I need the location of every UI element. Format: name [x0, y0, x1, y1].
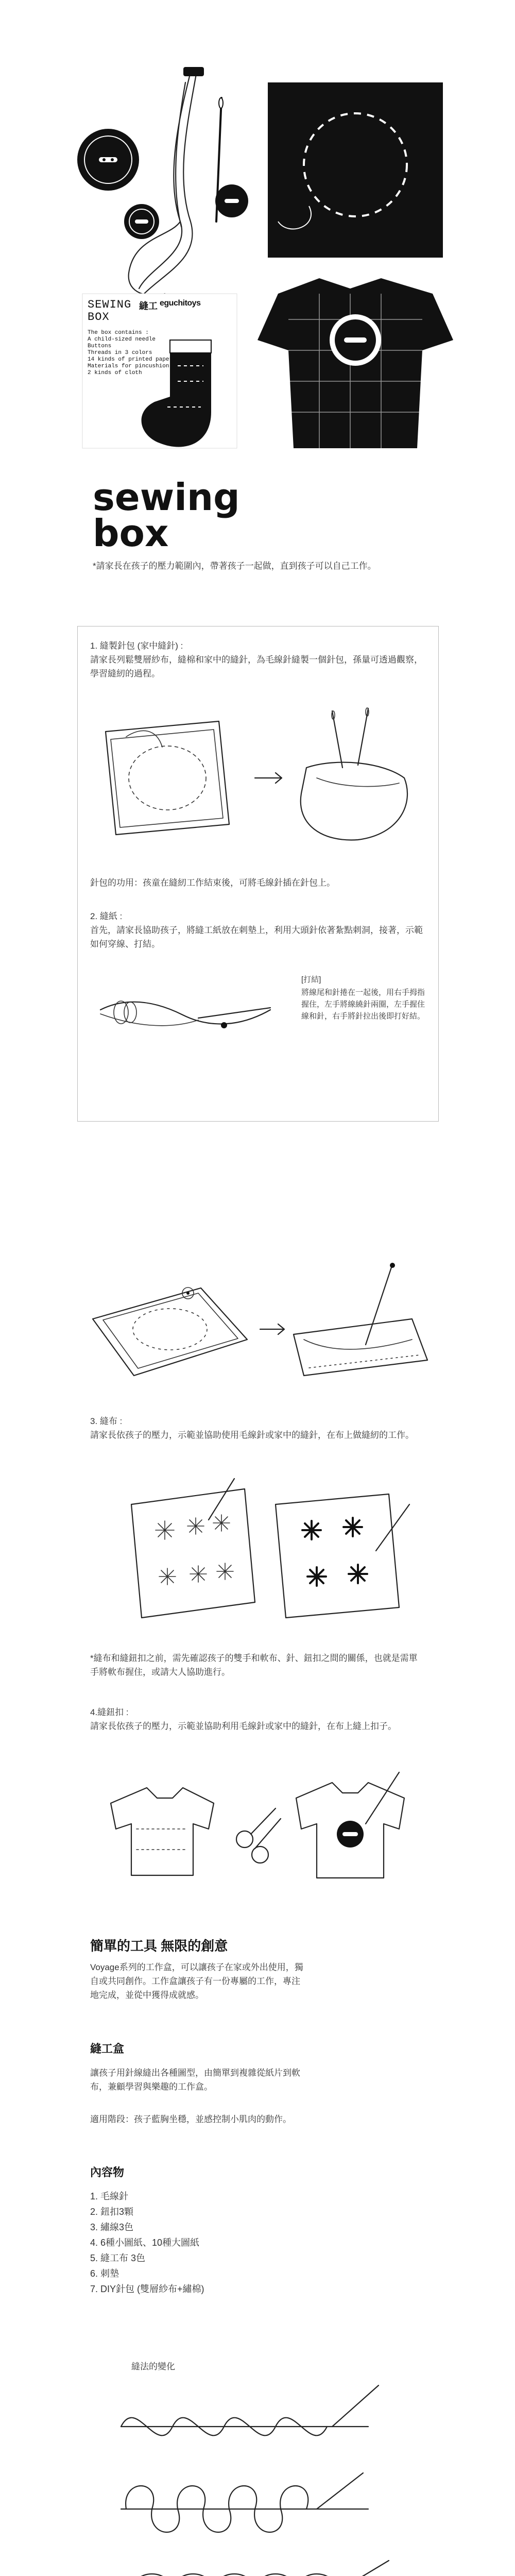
box-label-title-line1: SEWING [88, 298, 132, 311]
contents-item: 2. 鈕扣3顆 [90, 2207, 134, 2217]
box-label-title [88, 299, 131, 324]
button-small-icon [215, 184, 248, 217]
box-contents-line: Buttons [88, 343, 112, 349]
button-large-icon [77, 129, 139, 191]
contents-item: 6. 刺墊 [90, 2268, 119, 2279]
step4-body: 請家長依孩子的壓力，示範並協助利用毛線針或家中的縫針，在布上縫上扣子。 [90, 1721, 397, 1731]
box-section-age: 適用階段：孩子藍胸坐穩，並感控制小肌肉的動作。 [90, 2114, 291, 2124]
step1-heading: 1. 縫製針包 (家中縫針) : [90, 641, 183, 651]
step2-heading: 2. 縫紙 : [90, 911, 123, 921]
variation-caption: 縫法的變化 [131, 2362, 175, 2371]
thread-bundle-icon [124, 67, 204, 296]
box-contents-line: 2 kinds of cloth [88, 370, 142, 376]
contents-item: 1. 毛線針 [90, 2191, 129, 2201]
box-contents-line: The box contains : [88, 330, 149, 336]
box-contents-line: 14 kinds of printed papers [88, 357, 176, 363]
contents-item: 3. 繡線3色 [90, 2222, 134, 2232]
step3-note: *縫布和縫鈕扣之前，需先確認孩子的雙手和軟布、針、鈕扣之間的關係，也就是需單手將軟布握住，或請大人協助進行。 [90, 1653, 418, 1677]
brand-logo: eguchitoys [160, 299, 201, 308]
knot-body: 將線尾和針捲在一起後，用右手拇指握住，左手將線繞針兩圈，左手握住線和針，右手將針拉出後即打好結。 [301, 988, 425, 1021]
hero-illustration [62, 52, 453, 453]
intro-title-line1: sewing [93, 476, 240, 519]
simple-heading: 簡單的工具 無限的創意 [90, 1938, 228, 1954]
box-section-body: 讓孩子用針線縫出各種圖型，由簡單到複雜從紙片到軟布，兼顧學習與樂趣的工作盒。 [90, 2068, 300, 2092]
shirt-card-icon [258, 278, 453, 448]
box-contents-line: Materials for pincushion [88, 363, 169, 369]
step4-illustration [90, 1762, 425, 1886]
step1-illustration [90, 701, 425, 855]
intro-note: *請家長在孩子的壓力範圍內，帶著孩子一起做，直到孩子可以自己工作。 [93, 561, 376, 571]
box-contents-list [88, 330, 176, 377]
box-label-title-line2: BOX [88, 311, 110, 324]
stitch-variation-illustration [90, 2375, 425, 2576]
step2-body: 首先，請家長協助孩子，將縫工紙放在刺墊上，利用大頭針依著紮點刺洞，接著，示範如何穿線、打結。 [90, 925, 423, 949]
simple-body: Voyage系列的工作盒，可以讓孩子在家或外出使用，獨自或共同創作。工作盒讓孩子有一份專屬的工作，專注地完成，並從中獲得成就感。 [90, 1962, 303, 2000]
knot-illustration [90, 974, 286, 1056]
step3-heading: 3. 縫布 : [90, 1416, 123, 1426]
contents-heading: 內容物 [90, 2166, 125, 2179]
contents-item: 4. 6種小圖紙、10種大圖紙 [90, 2238, 200, 2248]
stitch-card-icon [268, 82, 443, 258]
step1-body: 請家長列鬆雙層紗布，縫棉和家中的縫針，為毛線針縫製一個針包，孫量可透過觀察，學習縫紉的過程。 [90, 655, 423, 679]
intro-title-line2: box [93, 512, 169, 555]
scissors-icon [236, 1808, 281, 1863]
contents-item: 5. 縫工布 3色 [90, 2253, 146, 2263]
step3-cloth-illustration [90, 1473, 425, 1628]
step3-card-illustration [77, 1257, 438, 1391]
intro-title [93, 476, 240, 555]
box-contents-line: A child-sized needle [88, 336, 156, 343]
step1-caption: 針包的功用：孩童在縫紉工作結束後，可將毛線針插在針包上。 [90, 878, 335, 888]
contents-item: 7. DIY針包 (雙層紗布+繡棉) [90, 2284, 204, 2294]
box-label-cn: 縫工 [139, 301, 158, 311]
box-section-heading: 縫工盒 [90, 2042, 125, 2055]
step3-body: 請家長依孩子的壓力，示範並協助使用毛線針或家中的縫針，在布上做縫紉的工作。 [90, 1430, 414, 1440]
knot-title: [打結] [301, 975, 321, 984]
box-contents-line: Threads in 3 colors [88, 350, 152, 356]
step4-heading: 4.縫鈕扣 : [90, 1707, 129, 1717]
contents-list [90, 2189, 348, 2297]
